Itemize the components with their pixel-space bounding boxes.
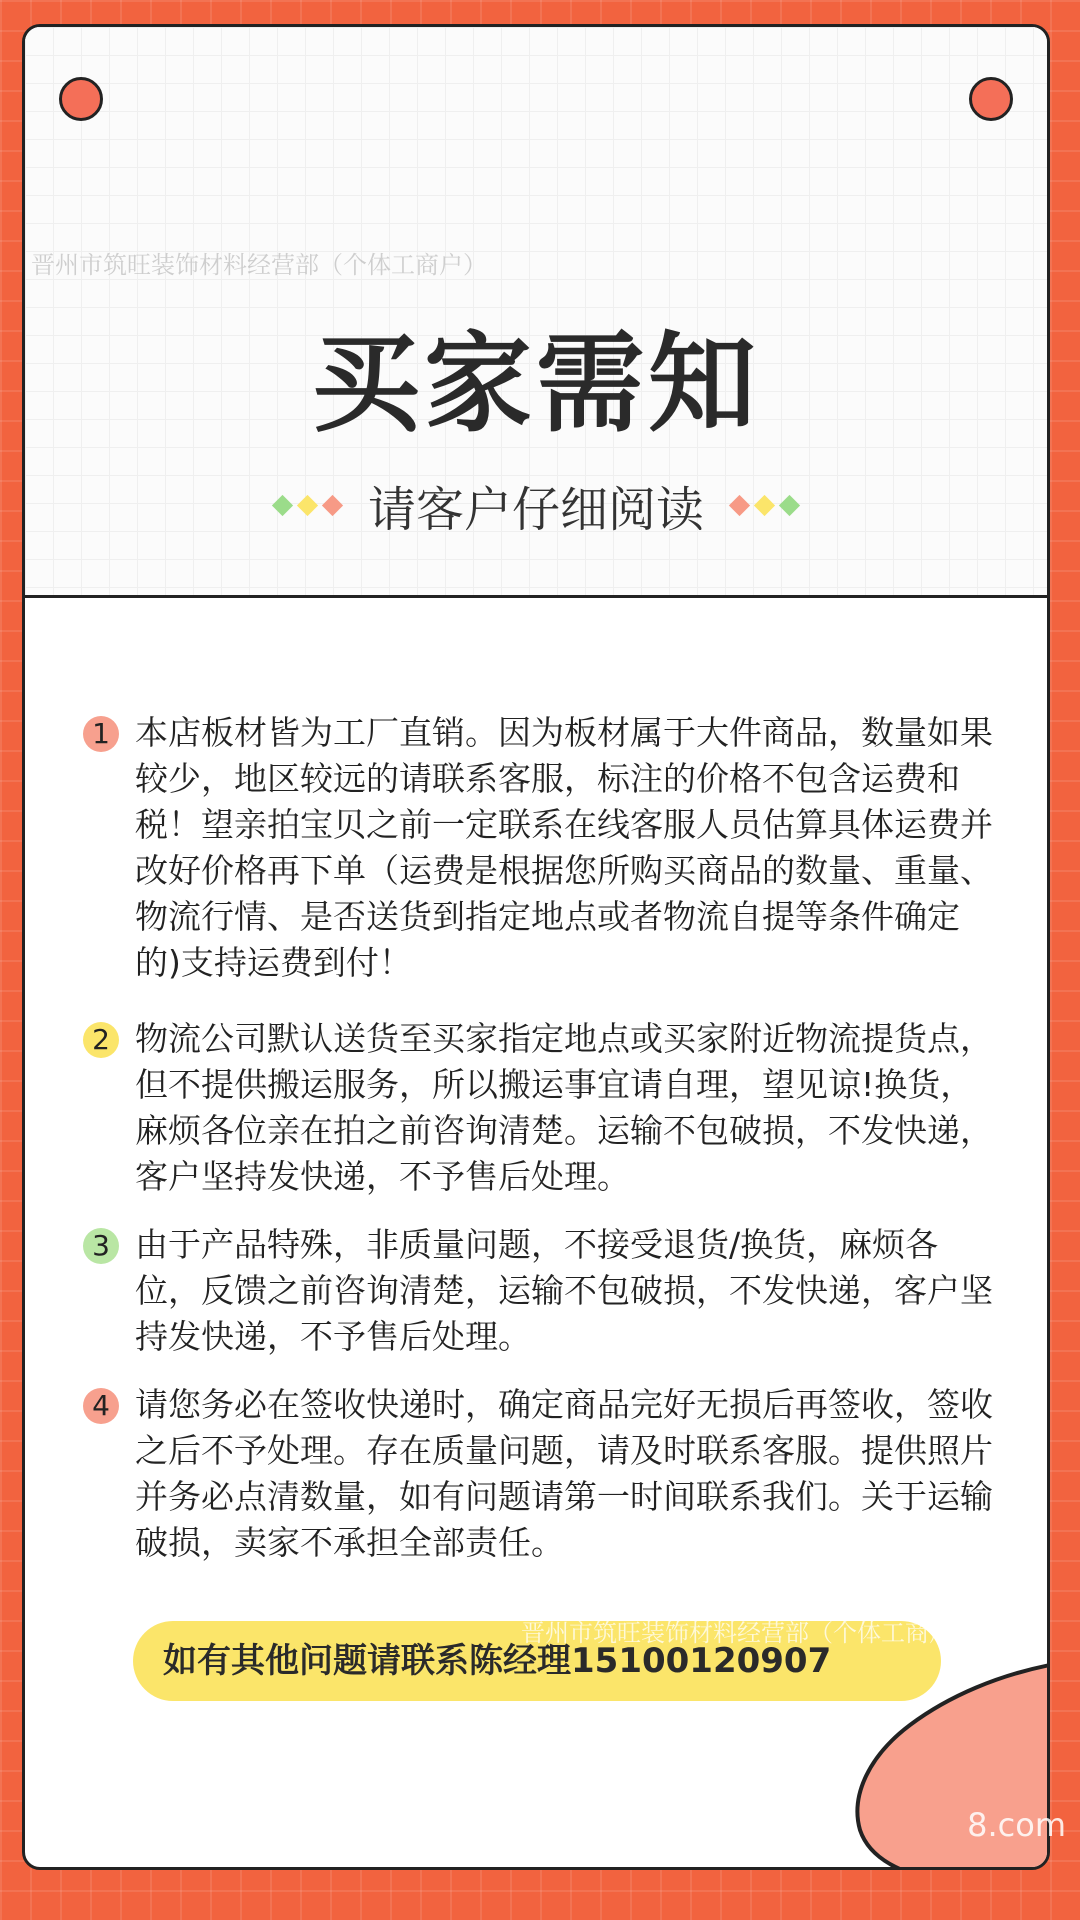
- watermark-corner: 8.com: [967, 1806, 1066, 1844]
- note-text: 物流公司默认送货至买家指定地点或买家附近物流提货点，但不提供搬运服务，所以搬运事宜请自理，望见谅!换货，麻烦各位亲在拍之前咨询清楚。运输不包破损，不发快递，客户坚持发快递，不予售后处理。: [135, 1019, 993, 1196]
- diamonds-right-icon: [732, 498, 797, 513]
- note-item: [83, 1016, 1013, 1200]
- note-number-badge: 2: [83, 1022, 119, 1058]
- note-number-badge: 3: [83, 1228, 119, 1264]
- note-item: [83, 1222, 1013, 1360]
- note-number-badge: 4: [83, 1388, 119, 1424]
- note-text: 由于产品特殊，非质量问题，不接受退货/换货，麻烦各位，反馈之前咨询清楚，运输不包破损，不发快递，客户坚持发快递，不予售后处理。: [135, 1225, 993, 1356]
- notes-list: [83, 710, 1013, 1588]
- diamonds-left-icon: [275, 498, 340, 513]
- note-text: 本店板材皆为工厂直销。因为板材属于大件商品，数量如果较少，地区较远的请联系客服，标注的价格不包含运费和税！望亲拍宝贝之前一定联系在线客服人员估算具体运费并改好价格再下单（运费是根据您所购买商品的数量、重量、物流行情、是否送货到指定地点或者物流自提等条件确定的)支持运费到付！: [135, 713, 993, 982]
- page-subtitle: 请客户仔细阅读: [367, 482, 704, 538]
- note-number-badge: 1: [83, 716, 119, 752]
- notice-card: [22, 24, 1050, 1870]
- watermark-top: 晋州市筑旺装饰材料经营部（个体工商户）: [31, 251, 487, 279]
- subtitle-row: [25, 471, 1047, 540]
- pin-right-icon: [969, 77, 1013, 121]
- page-title: 买家需知: [311, 322, 760, 447]
- note-text: 请您务必在签收快递时，确定商品完好无损后再签收，签收之后不予处理。存在质量问题，请及时联系客服。提供照片并务必点清数量，如有问题请第一时间联系我们。关于运输破损，卖家不承担全部责任。: [135, 1385, 993, 1562]
- watermark-bottom: 晋州市筑旺装饰材料经营部（个体工商户）: [521, 1619, 977, 1647]
- pin-left-icon: [59, 77, 103, 121]
- header-panel: [25, 27, 1047, 598]
- note-item: [83, 710, 1013, 986]
- contact-banner: 如有其他问题请联系陈经理15100120907: [133, 1621, 941, 1701]
- note-item: [83, 1382, 1013, 1566]
